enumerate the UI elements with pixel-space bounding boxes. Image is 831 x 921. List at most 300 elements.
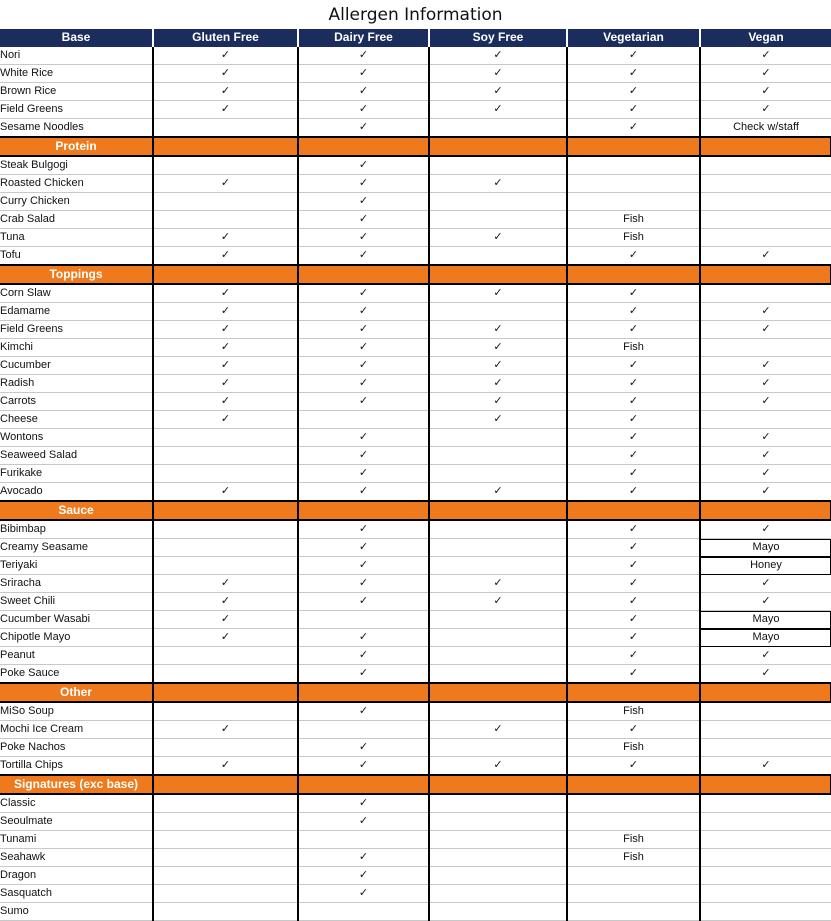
section-cell[interactable] bbox=[567, 683, 700, 702]
item-name-cell[interactable]: Sumo bbox=[0, 903, 153, 921]
checkmark-icon[interactable]: ✓ bbox=[153, 375, 298, 393]
section-cell[interactable] bbox=[429, 137, 567, 156]
soy-free-cell[interactable] bbox=[429, 156, 567, 175]
checkmark-icon[interactable]: ✓ bbox=[700, 483, 831, 502]
checkmark-icon[interactable]: ✓ bbox=[298, 629, 429, 647]
vegetarian-cell[interactable]: Fish bbox=[567, 211, 700, 229]
vegan-cell[interactable]: Check w/staff bbox=[700, 119, 831, 138]
gluten-free-cell[interactable] bbox=[153, 903, 298, 921]
checkmark-icon[interactable]: ✓ bbox=[153, 229, 298, 247]
item-name-cell[interactable]: Sasquatch bbox=[0, 885, 153, 903]
section-cell[interactable] bbox=[567, 265, 700, 284]
checkmark-icon[interactable]: ✓ bbox=[298, 211, 429, 229]
checkmark-icon[interactable]: ✓ bbox=[567, 557, 700, 575]
checkmark-icon[interactable]: ✓ bbox=[153, 339, 298, 357]
vegan-cell[interactable] bbox=[700, 721, 831, 739]
checkmark-icon[interactable]: ✓ bbox=[567, 47, 700, 65]
checkmark-icon[interactable]: ✓ bbox=[567, 411, 700, 429]
item-name-cell[interactable]: Dragon bbox=[0, 867, 153, 885]
checkmark-icon[interactable]: ✓ bbox=[153, 303, 298, 321]
checkmark-icon[interactable]: ✓ bbox=[153, 483, 298, 502]
vegetarian-cell[interactable] bbox=[567, 156, 700, 175]
checkmark-icon[interactable]: ✓ bbox=[153, 101, 298, 119]
soy-free-cell[interactable] bbox=[429, 665, 567, 684]
checkmark-icon[interactable]: ✓ bbox=[567, 465, 700, 483]
soy-free-cell[interactable] bbox=[429, 539, 567, 557]
section-cell[interactable] bbox=[567, 775, 700, 794]
column-header-base[interactable]: Base bbox=[0, 29, 153, 47]
vegan-cell[interactable] bbox=[700, 849, 831, 867]
item-name-cell[interactable]: Tortilla Chips bbox=[0, 757, 153, 776]
soy-free-cell[interactable] bbox=[429, 794, 567, 813]
item-name-cell[interactable]: White Rice bbox=[0, 65, 153, 83]
dairy-free-cell[interactable] bbox=[298, 721, 429, 739]
item-name-cell[interactable]: Seoulmate bbox=[0, 813, 153, 831]
vegan-cell[interactable] bbox=[700, 175, 831, 193]
checkmark-icon[interactable]: ✓ bbox=[700, 47, 831, 65]
soy-free-cell[interactable] bbox=[429, 831, 567, 849]
soy-free-cell[interactable] bbox=[429, 465, 567, 483]
item-name-cell[interactable]: Cucumber bbox=[0, 357, 153, 375]
vegan-cell[interactable] bbox=[700, 229, 831, 247]
checkmark-icon[interactable]: ✓ bbox=[153, 65, 298, 83]
section-title[interactable]: Sauce bbox=[0, 501, 153, 520]
section-cell[interactable] bbox=[429, 775, 567, 794]
item-name-cell[interactable]: Sriracha bbox=[0, 575, 153, 593]
vegan-cell[interactable] bbox=[700, 813, 831, 831]
item-name-cell[interactable]: Mochi Ice Cream bbox=[0, 721, 153, 739]
checkmark-icon[interactable]: ✓ bbox=[700, 101, 831, 119]
checkmark-icon[interactable]: ✓ bbox=[567, 357, 700, 375]
vegan-cell[interactable] bbox=[700, 903, 831, 921]
checkmark-icon[interactable]: ✓ bbox=[298, 539, 429, 557]
checkmark-icon[interactable]: ✓ bbox=[567, 593, 700, 611]
section-cell[interactable] bbox=[567, 137, 700, 156]
checkmark-icon[interactable]: ✓ bbox=[567, 721, 700, 739]
section-cell[interactable] bbox=[298, 137, 429, 156]
section-cell[interactable] bbox=[567, 501, 700, 520]
gluten-free-cell[interactable] bbox=[153, 813, 298, 831]
checkmark-icon[interactable]: ✓ bbox=[153, 411, 298, 429]
soy-free-cell[interactable] bbox=[429, 867, 567, 885]
checkmark-icon[interactable]: ✓ bbox=[429, 101, 567, 119]
gluten-free-cell[interactable] bbox=[153, 647, 298, 665]
vegan-cell[interactable] bbox=[700, 284, 831, 303]
vegan-cell[interactable] bbox=[700, 411, 831, 429]
checkmark-icon[interactable]: ✓ bbox=[153, 629, 298, 647]
checkmark-icon[interactable]: ✓ bbox=[567, 757, 700, 776]
soy-free-cell[interactable] bbox=[429, 849, 567, 867]
gluten-free-cell[interactable] bbox=[153, 849, 298, 867]
item-name-cell[interactable]: Tunami bbox=[0, 831, 153, 849]
table-row bbox=[0, 520, 831, 539]
checkmark-icon[interactable]: ✓ bbox=[700, 247, 831, 266]
section-cell[interactable] bbox=[298, 501, 429, 520]
item-name-cell[interactable]: Curry Chicken bbox=[0, 193, 153, 211]
section-title[interactable]: Other bbox=[0, 683, 153, 702]
section-cell[interactable] bbox=[153, 775, 298, 794]
vegan-cell[interactable] bbox=[700, 739, 831, 757]
soy-free-cell[interactable] bbox=[429, 702, 567, 721]
section-cell[interactable] bbox=[153, 265, 298, 284]
checkmark-icon[interactable]: ✓ bbox=[298, 520, 429, 539]
checkmark-icon[interactable]: ✓ bbox=[429, 721, 567, 739]
item-name-cell[interactable]: Carrots bbox=[0, 393, 153, 411]
checkmark-icon[interactable]: ✓ bbox=[153, 321, 298, 339]
soy-free-cell[interactable] bbox=[429, 520, 567, 539]
item-name-cell[interactable]: Teriyaki bbox=[0, 557, 153, 575]
checkmark-icon[interactable]: ✓ bbox=[429, 357, 567, 375]
column-header-dairy-free[interactable]: Dairy Free bbox=[298, 29, 429, 47]
item-name-cell[interactable]: Crab Salad bbox=[0, 211, 153, 229]
checkmark-icon[interactable]: ✓ bbox=[153, 721, 298, 739]
vegetarian-cell[interactable] bbox=[567, 813, 700, 831]
vegan-cell[interactable] bbox=[700, 339, 831, 357]
item-name-cell[interactable]: Classic bbox=[0, 794, 153, 813]
section-cell[interactable] bbox=[298, 775, 429, 794]
checkmark-icon[interactable]: ✓ bbox=[429, 411, 567, 429]
section-cell[interactable] bbox=[700, 683, 831, 702]
vegan-cell[interactable] bbox=[700, 794, 831, 813]
checkmark-icon[interactable]: ✓ bbox=[567, 575, 700, 593]
item-name-cell[interactable]: Seahawk bbox=[0, 849, 153, 867]
gluten-free-cell[interactable] bbox=[153, 739, 298, 757]
checkmark-icon[interactable]: ✓ bbox=[567, 647, 700, 665]
checkmark-icon[interactable]: ✓ bbox=[567, 247, 700, 266]
checkmark-icon[interactable]: ✓ bbox=[429, 83, 567, 101]
vegetarian-cell[interactable] bbox=[567, 885, 700, 903]
vegan-cell[interactable] bbox=[700, 702, 831, 721]
checkmark-icon[interactable]: ✓ bbox=[298, 47, 429, 65]
item-name-cell[interactable]: Wontons bbox=[0, 429, 153, 447]
checkmark-icon[interactable]: ✓ bbox=[298, 339, 429, 357]
soy-free-cell[interactable] bbox=[429, 303, 567, 321]
section-cell[interactable] bbox=[298, 683, 429, 702]
checkmark-icon[interactable]: ✓ bbox=[153, 757, 298, 776]
checkmark-icon[interactable]: ✓ bbox=[700, 429, 831, 447]
checkmark-icon[interactable]: ✓ bbox=[567, 611, 700, 629]
checkmark-icon[interactable]: ✓ bbox=[298, 665, 429, 684]
checkmark-icon[interactable]: ✓ bbox=[700, 520, 831, 539]
checkmark-icon[interactable]: ✓ bbox=[567, 629, 700, 647]
item-name-cell[interactable]: Kimchi bbox=[0, 339, 153, 357]
column-header-gluten-free[interactable]: Gluten Free bbox=[153, 29, 298, 47]
checkmark-icon[interactable]: ✓ bbox=[298, 849, 429, 867]
checkmark-icon[interactable]: ✓ bbox=[700, 303, 831, 321]
soy-free-cell[interactable] bbox=[429, 211, 567, 229]
checkmark-icon[interactable]: ✓ bbox=[567, 65, 700, 83]
section-cell[interactable] bbox=[298, 265, 429, 284]
dairy-free-cell[interactable] bbox=[298, 411, 429, 429]
item-name-cell[interactable]: Radish bbox=[0, 375, 153, 393]
checkmark-icon[interactable]: ✓ bbox=[153, 611, 298, 629]
table-row bbox=[0, 175, 831, 193]
soy-free-cell[interactable] bbox=[429, 813, 567, 831]
checkmark-icon[interactable]: ✓ bbox=[567, 101, 700, 119]
checkmark-icon[interactable]: ✓ bbox=[567, 393, 700, 411]
checkmark-icon[interactable]: ✓ bbox=[298, 885, 429, 903]
section-cell[interactable] bbox=[153, 137, 298, 156]
checkmark-icon[interactable]: ✓ bbox=[298, 156, 429, 175]
section-title[interactable]: Toppings bbox=[0, 265, 153, 284]
item-name-cell[interactable]: Peanut bbox=[0, 647, 153, 665]
checkmark-icon[interactable]: ✓ bbox=[700, 447, 831, 465]
vegetarian-cell[interactable]: Fish bbox=[567, 739, 700, 757]
checkmark-icon[interactable]: ✓ bbox=[700, 593, 831, 611]
soy-free-cell[interactable] bbox=[429, 193, 567, 211]
checkmark-icon[interactable]: ✓ bbox=[700, 83, 831, 101]
vegetarian-cell[interactable]: Fish bbox=[567, 849, 700, 867]
item-name-cell[interactable]: Poke Nachos bbox=[0, 739, 153, 757]
checkmark-icon[interactable]: ✓ bbox=[429, 575, 567, 593]
item-name-cell[interactable]: Sesame Noodles bbox=[0, 119, 153, 138]
checkmark-icon[interactable]: ✓ bbox=[429, 339, 567, 357]
item-name-cell[interactable]: Creamy Seasame bbox=[0, 539, 153, 557]
checkmark-icon[interactable]: ✓ bbox=[567, 520, 700, 539]
item-name-cell[interactable]: Furikake bbox=[0, 465, 153, 483]
checkmark-icon[interactable]: ✓ bbox=[700, 647, 831, 665]
checkmark-icon[interactable]: ✓ bbox=[153, 393, 298, 411]
checkmark-icon[interactable]: ✓ bbox=[700, 665, 831, 684]
vegetarian-cell[interactable] bbox=[567, 867, 700, 885]
checkmark-icon[interactable]: ✓ bbox=[567, 429, 700, 447]
soy-free-cell[interactable] bbox=[429, 429, 567, 447]
column-header-vegan[interactable]: Vegan bbox=[700, 29, 831, 47]
checkmark-icon[interactable]: ✓ bbox=[567, 303, 700, 321]
checkmark-icon[interactable]: ✓ bbox=[700, 321, 831, 339]
item-name-cell[interactable]: Steak Bulgogi bbox=[0, 156, 153, 175]
checkmark-icon[interactable]: ✓ bbox=[429, 757, 567, 776]
item-name-cell[interactable]: Roasted Chicken bbox=[0, 175, 153, 193]
soy-free-cell[interactable] bbox=[429, 611, 567, 629]
item-name-cell[interactable]: Bibimbap bbox=[0, 520, 153, 539]
checkmark-icon[interactable]: ✓ bbox=[429, 229, 567, 247]
checkmark-icon[interactable]: ✓ bbox=[700, 465, 831, 483]
vegetarian-cell[interactable] bbox=[567, 794, 700, 813]
section-cell[interactable] bbox=[700, 137, 831, 156]
section-cell[interactable] bbox=[429, 501, 567, 520]
checkmark-icon[interactable]: ✓ bbox=[298, 357, 429, 375]
checkmark-icon[interactable]: ✓ bbox=[298, 557, 429, 575]
item-name-cell[interactable]: Avocado bbox=[0, 483, 153, 502]
checkmark-icon[interactable]: ✓ bbox=[298, 867, 429, 885]
soy-free-cell[interactable] bbox=[429, 885, 567, 903]
section-cell[interactable] bbox=[700, 265, 831, 284]
checkmark-icon[interactable]: ✓ bbox=[298, 429, 429, 447]
gluten-free-cell[interactable] bbox=[153, 465, 298, 483]
section-cell[interactable] bbox=[153, 683, 298, 702]
item-name-cell[interactable]: Poke Sauce bbox=[0, 665, 153, 684]
vegan-cell[interactable]: Mayo bbox=[700, 611, 831, 629]
soy-free-cell[interactable] bbox=[429, 647, 567, 665]
checkmark-icon[interactable]: ✓ bbox=[429, 175, 567, 193]
checkmark-icon[interactable]: ✓ bbox=[429, 65, 567, 83]
item-name-cell[interactable]: Sweet Chili bbox=[0, 593, 153, 611]
item-name-cell[interactable]: Seaweed Salad bbox=[0, 447, 153, 465]
checkmark-icon[interactable]: ✓ bbox=[567, 665, 700, 684]
dairy-free-cell[interactable] bbox=[298, 831, 429, 849]
gluten-free-cell[interactable] bbox=[153, 539, 298, 557]
section-cell[interactable] bbox=[153, 501, 298, 520]
column-header-soy-free[interactable]: Soy Free bbox=[429, 29, 567, 47]
vegan-cell[interactable] bbox=[700, 831, 831, 849]
item-name-cell[interactable]: Chipotle Mayo bbox=[0, 629, 153, 647]
checkmark-icon[interactable]: ✓ bbox=[298, 447, 429, 465]
gluten-free-cell[interactable] bbox=[153, 665, 298, 684]
checkmark-icon[interactable]: ✓ bbox=[298, 813, 429, 831]
gluten-free-cell[interactable] bbox=[153, 794, 298, 813]
checkmark-icon[interactable]: ✓ bbox=[298, 593, 429, 611]
checkmark-icon[interactable]: ✓ bbox=[700, 375, 831, 393]
gluten-free-cell[interactable] bbox=[153, 429, 298, 447]
item-name-cell[interactable]: Tofu bbox=[0, 247, 153, 266]
section-cell[interactable] bbox=[429, 265, 567, 284]
checkmark-icon[interactable]: ✓ bbox=[567, 284, 700, 303]
soy-free-cell[interactable] bbox=[429, 903, 567, 921]
vegan-cell[interactable]: Mayo bbox=[700, 629, 831, 647]
item-name-cell[interactable]: Cucumber Wasabi bbox=[0, 611, 153, 629]
checkmark-icon[interactable]: ✓ bbox=[298, 119, 429, 138]
checkmark-icon[interactable]: ✓ bbox=[567, 539, 700, 557]
gluten-free-cell[interactable] bbox=[153, 447, 298, 465]
vegan-cell[interactable] bbox=[700, 885, 831, 903]
soy-free-cell[interactable] bbox=[429, 739, 567, 757]
checkmark-icon[interactable]: ✓ bbox=[153, 47, 298, 65]
checkmark-icon[interactable]: ✓ bbox=[298, 483, 429, 502]
vegan-cell[interactable] bbox=[700, 867, 831, 885]
checkmark-icon[interactable]: ✓ bbox=[700, 65, 831, 83]
checkmark-icon[interactable]: ✓ bbox=[298, 229, 429, 247]
checkmark-icon[interactable]: ✓ bbox=[298, 65, 429, 83]
checkmark-icon[interactable]: ✓ bbox=[429, 393, 567, 411]
checkmark-icon[interactable]: ✓ bbox=[298, 101, 429, 119]
item-name-cell[interactable]: Corn Slaw bbox=[0, 284, 153, 303]
checkmark-icon[interactable]: ✓ bbox=[298, 284, 429, 303]
vegan-cell[interactable]: Honey bbox=[700, 557, 831, 575]
vegetarian-cell[interactable]: Fish bbox=[567, 229, 700, 247]
checkmark-icon[interactable]: ✓ bbox=[153, 575, 298, 593]
dairy-free-cell[interactable] bbox=[298, 611, 429, 629]
checkmark-icon[interactable]: ✓ bbox=[153, 175, 298, 193]
checkmark-icon[interactable]: ✓ bbox=[429, 321, 567, 339]
checkmark-icon[interactable]: ✓ bbox=[298, 794, 429, 813]
checkmark-icon[interactable]: ✓ bbox=[429, 375, 567, 393]
checkmark-icon[interactable]: ✓ bbox=[153, 593, 298, 611]
checkmark-icon[interactable]: ✓ bbox=[567, 447, 700, 465]
checkmark-icon[interactable]: ✓ bbox=[429, 284, 567, 303]
gluten-free-cell[interactable] bbox=[153, 557, 298, 575]
checkmark-icon[interactable]: ✓ bbox=[700, 393, 831, 411]
section-title[interactable]: Protein bbox=[0, 137, 153, 156]
checkmark-icon[interactable]: ✓ bbox=[429, 47, 567, 65]
table-row bbox=[0, 885, 831, 903]
checkmark-icon[interactable]: ✓ bbox=[298, 393, 429, 411]
soy-free-cell[interactable] bbox=[429, 247, 567, 266]
dairy-free-cell[interactable] bbox=[298, 903, 429, 921]
gluten-free-cell[interactable] bbox=[153, 702, 298, 721]
checkmark-icon[interactable]: ✓ bbox=[298, 757, 429, 776]
checkmark-icon[interactable]: ✓ bbox=[298, 465, 429, 483]
table-row bbox=[0, 303, 831, 321]
item-name-cell[interactable]: Field Greens bbox=[0, 101, 153, 119]
table-row bbox=[0, 647, 831, 665]
checkmark-icon[interactable]: ✓ bbox=[298, 739, 429, 757]
gluten-free-cell[interactable] bbox=[153, 831, 298, 849]
item-name-cell[interactable]: Cheese bbox=[0, 411, 153, 429]
gluten-free-cell[interactable] bbox=[153, 211, 298, 229]
checkmark-icon[interactable]: ✓ bbox=[298, 193, 429, 211]
section-cell[interactable] bbox=[700, 775, 831, 794]
item-name-cell[interactable]: Brown Rice bbox=[0, 83, 153, 101]
item-name-cell[interactable]: Field Greens bbox=[0, 321, 153, 339]
item-name-cell[interactable]: Edamame bbox=[0, 303, 153, 321]
section-cell[interactable] bbox=[429, 683, 567, 702]
checkmark-icon[interactable]: ✓ bbox=[153, 83, 298, 101]
vegetarian-cell[interactable] bbox=[567, 903, 700, 921]
soy-free-cell[interactable] bbox=[429, 447, 567, 465]
checkmark-icon[interactable]: ✓ bbox=[567, 119, 700, 138]
checkmark-icon[interactable]: ✓ bbox=[298, 375, 429, 393]
checkmark-icon[interactable]: ✓ bbox=[429, 483, 567, 502]
item-name-cell[interactable]: Tuna bbox=[0, 229, 153, 247]
checkmark-icon[interactable]: ✓ bbox=[298, 575, 429, 593]
checkmark-icon[interactable]: ✓ bbox=[567, 83, 700, 101]
vegetarian-cell[interactable] bbox=[567, 175, 700, 193]
item-name-cell[interactable]: MiSo Soup bbox=[0, 702, 153, 721]
checkmark-icon[interactable]: ✓ bbox=[700, 757, 831, 776]
item-name-cell[interactable]: Nori bbox=[0, 47, 153, 65]
vegan-cell[interactable] bbox=[700, 156, 831, 175]
soy-free-cell[interactable] bbox=[429, 557, 567, 575]
checkmark-icon[interactable]: ✓ bbox=[700, 357, 831, 375]
gluten-free-cell[interactable] bbox=[153, 520, 298, 539]
vegetarian-cell[interactable]: Fish bbox=[567, 702, 700, 721]
gluten-free-cell[interactable] bbox=[153, 885, 298, 903]
checkmark-icon[interactable]: ✓ bbox=[298, 83, 429, 101]
checkmark-icon[interactable]: ✓ bbox=[567, 321, 700, 339]
checkmark-icon[interactable]: ✓ bbox=[153, 247, 298, 266]
vegetarian-cell[interactable]: Fish bbox=[567, 831, 700, 849]
gluten-free-cell[interactable] bbox=[153, 867, 298, 885]
section-title[interactable]: Signatures (exc base) bbox=[0, 775, 153, 794]
gluten-free-cell[interactable] bbox=[153, 193, 298, 211]
checkmark-icon[interactable]: ✓ bbox=[567, 483, 700, 502]
checkmark-icon[interactable]: ✓ bbox=[298, 702, 429, 721]
checkmark-icon[interactable]: ✓ bbox=[153, 284, 298, 303]
checkmark-icon[interactable]: ✓ bbox=[700, 575, 831, 593]
soy-free-cell[interactable] bbox=[429, 629, 567, 647]
vegetarian-cell[interactable] bbox=[567, 193, 700, 211]
gluten-free-cell[interactable] bbox=[153, 119, 298, 138]
table-row bbox=[0, 429, 831, 447]
vegan-cell[interactable] bbox=[700, 211, 831, 229]
gluten-free-cell[interactable] bbox=[153, 156, 298, 175]
vegan-cell[interactable]: Mayo bbox=[700, 539, 831, 557]
column-header-vegetarian[interactable]: Vegetarian bbox=[567, 29, 700, 47]
vegan-cell[interactable] bbox=[700, 193, 831, 211]
section-cell[interactable] bbox=[700, 501, 831, 520]
checkmark-icon[interactable]: ✓ bbox=[153, 357, 298, 375]
checkmark-icon[interactable]: ✓ bbox=[298, 321, 429, 339]
checkmark-icon[interactable]: ✓ bbox=[298, 175, 429, 193]
checkmark-icon[interactable]: ✓ bbox=[298, 647, 429, 665]
soy-free-cell[interactable] bbox=[429, 119, 567, 138]
checkmark-icon[interactable]: ✓ bbox=[298, 303, 429, 321]
checkmark-icon[interactable]: ✓ bbox=[429, 593, 567, 611]
checkmark-icon[interactable]: ✓ bbox=[298, 247, 429, 266]
vegetarian-cell[interactable]: Fish bbox=[567, 339, 700, 357]
checkmark-icon[interactable]: ✓ bbox=[567, 375, 700, 393]
